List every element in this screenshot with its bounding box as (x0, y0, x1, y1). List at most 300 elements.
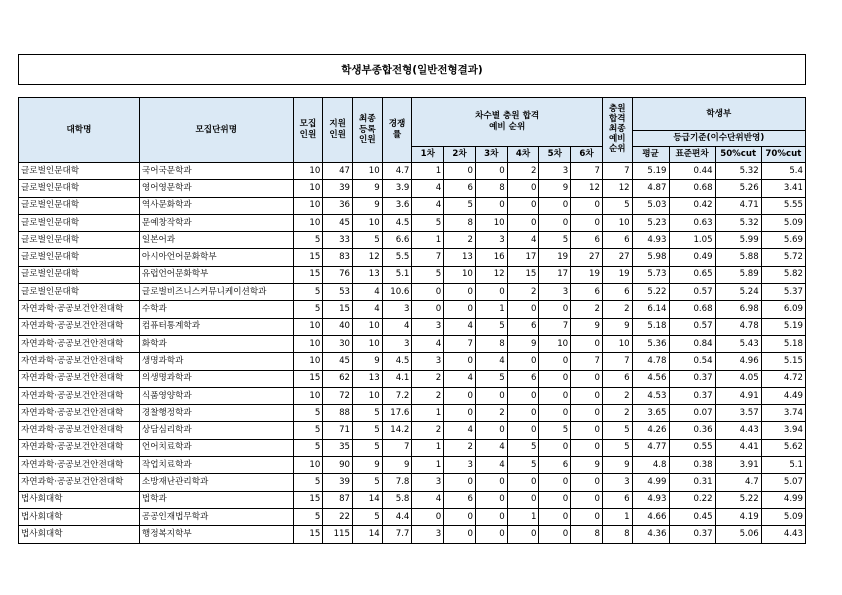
std-cell: 0.37 (669, 526, 715, 543)
college-cell: 글로벌인문대학 (19, 197, 140, 214)
round-4-cell: 0 (507, 422, 539, 439)
round-3-cell: 16 (475, 249, 507, 266)
unit-cell: 아시아언어문화학부 (139, 249, 293, 266)
std-cell: 0.49 (669, 249, 715, 266)
round-2-cell: 2 (444, 439, 476, 456)
unit-cell: 생명과학과 (139, 353, 293, 370)
cut50-cell: 5.88 (715, 249, 761, 266)
round-3-cell: 1 (475, 301, 507, 318)
round-1-cell: 3 (412, 318, 444, 335)
round-5-cell: 0 (539, 370, 571, 387)
final-wait-cell: 10 (602, 335, 632, 352)
college-cell: 자연과학·공공보건안전대학 (19, 422, 140, 439)
avg-cell: 5.98 (632, 249, 669, 266)
round-3-cell: 8 (475, 335, 507, 352)
table-row (19, 197, 806, 214)
table-row (19, 318, 806, 335)
cut50-cell: 5.26 (715, 180, 761, 197)
round-5-cell: 5 (539, 422, 571, 439)
ratio-cell: 14.2 (382, 422, 412, 439)
unit-cell: 유럽언어문화학부 (139, 266, 293, 283)
enrolled-cell: 10 (353, 387, 383, 404)
round-6-cell: 6 (571, 232, 603, 249)
enrolled-cell: 14 (353, 526, 383, 543)
unit-cell: 경찰행정학과 (139, 405, 293, 422)
quota-cell: 5 (293, 474, 323, 491)
applicants-cell: 39 (323, 474, 353, 491)
college-cell: 자연과학·공공보건안전대학 (19, 457, 140, 474)
final-wait-cell: 7 (602, 163, 632, 180)
applicants-cell: 87 (323, 491, 353, 508)
college-cell: 자연과학·공공보건안전대학 (19, 370, 140, 387)
round-5-cell: 0 (539, 508, 571, 525)
applicants-cell: 36 (323, 197, 353, 214)
unit-cell: 상담심리학과 (139, 422, 293, 439)
header-final-enrolled: 최종 등록 인원 (353, 98, 383, 163)
round-3-cell: 3 (475, 232, 507, 249)
std-cell: 0.37 (669, 387, 715, 404)
round-2-cell: 6 (444, 180, 476, 197)
table-row (19, 370, 806, 387)
round-5-cell: 0 (539, 474, 571, 491)
round-5-cell: 10 (539, 335, 571, 352)
table-row (19, 163, 806, 180)
round-4-cell: 5 (507, 439, 539, 456)
round-2-cell: 5 (444, 197, 476, 214)
round-1-cell: 2 (412, 422, 444, 439)
round-1-cell: 3 (412, 474, 444, 491)
header-final-wait: 충원 합격 최종 예비 순위 (602, 98, 632, 163)
unit-cell: 작업치료학과 (139, 457, 293, 474)
round-6-cell: 2 (571, 301, 603, 318)
round-2-cell: 0 (444, 526, 476, 543)
cut70-cell: 5.15 (761, 353, 805, 370)
enrolled-cell: 9 (353, 197, 383, 214)
ratio-cell: 4.5 (382, 214, 412, 231)
round-6-cell: 9 (571, 457, 603, 474)
unit-cell: 글로벌비즈니스커뮤니케이션학과 (139, 284, 293, 301)
avg-cell: 4.87 (632, 180, 669, 197)
cut70-cell: 5.37 (761, 284, 805, 301)
college-cell: 자연과학·공공보건안전대학 (19, 474, 140, 491)
ratio-cell: 7.7 (382, 526, 412, 543)
college-cell: 자연과학·공공보건안전대학 (19, 405, 140, 422)
table-row (19, 353, 806, 370)
round-6-cell: 0 (571, 387, 603, 404)
ratio-cell: 5.5 (382, 249, 412, 266)
admission-results-table (18, 97, 806, 544)
enrolled-cell: 10 (353, 214, 383, 231)
avg-cell: 6.14 (632, 301, 669, 318)
round-2-cell: 0 (444, 163, 476, 180)
final-wait-cell: 6 (602, 370, 632, 387)
round-1-cell: 1 (412, 405, 444, 422)
applicants-cell: 15 (323, 301, 353, 318)
cut50-cell: 5.89 (715, 266, 761, 283)
unit-cell: 식품영양학과 (139, 387, 293, 404)
cut70-cell: 5.09 (761, 508, 805, 525)
round-4-cell: 0 (507, 301, 539, 318)
round-5-cell: 0 (539, 491, 571, 508)
header-grade-group: 등급기준(이수단위반영) (632, 131, 805, 147)
document-title (18, 54, 806, 85)
applicants-cell: 76 (323, 266, 353, 283)
enrolled-cell: 12 (353, 249, 383, 266)
std-cell: 0.37 (669, 370, 715, 387)
enrolled-cell: 10 (353, 163, 383, 180)
round-3-cell: 0 (475, 526, 507, 543)
cut50-cell: 5.32 (715, 214, 761, 231)
cut50-cell: 4.43 (715, 422, 761, 439)
table-row (19, 232, 806, 249)
header-cut50: 50%cut (715, 147, 761, 163)
quota-cell: 15 (293, 249, 323, 266)
cut70-cell: 3.41 (761, 180, 805, 197)
std-cell: 1.05 (669, 232, 715, 249)
unit-cell: 언어치료학과 (139, 439, 293, 456)
round-2-cell: 3 (444, 457, 476, 474)
round-4-cell: 2 (507, 284, 539, 301)
final-wait-cell: 6 (602, 491, 632, 508)
std-cell: 0.68 (669, 301, 715, 318)
enrolled-cell: 4 (353, 301, 383, 318)
avg-cell: 4.78 (632, 353, 669, 370)
std-cell: 0.44 (669, 163, 715, 180)
round-1-cell: 3 (412, 526, 444, 543)
cut50-cell: 4.96 (715, 353, 761, 370)
round-1-cell: 4 (412, 180, 444, 197)
round-5-cell: 5 (539, 232, 571, 249)
table-row (19, 266, 806, 283)
college-cell: 자연과학·공공보건안전대학 (19, 387, 140, 404)
college-cell: 법사회대학 (19, 526, 140, 543)
applicants-cell: 39 (323, 180, 353, 197)
college-cell: 글로벌인문대학 (19, 232, 140, 249)
avg-cell: 4.93 (632, 491, 669, 508)
quota-cell: 5 (293, 508, 323, 525)
round-4-cell: 0 (507, 526, 539, 543)
table-row (19, 180, 806, 197)
final-wait-cell: 2 (602, 405, 632, 422)
round-3-cell: 4 (475, 353, 507, 370)
round-6-cell: 0 (571, 370, 603, 387)
round-6-cell: 8 (571, 526, 603, 543)
round-1-cell: 1 (412, 439, 444, 456)
quota-cell: 5 (293, 284, 323, 301)
cut50-cell: 5.06 (715, 526, 761, 543)
quota-cell: 15 (293, 370, 323, 387)
cut70-cell: 6.09 (761, 301, 805, 318)
round-6-cell: 0 (571, 335, 603, 352)
applicants-cell: 72 (323, 387, 353, 404)
round-1-cell: 2 (412, 387, 444, 404)
quota-cell: 10 (293, 457, 323, 474)
quota-cell: 10 (293, 335, 323, 352)
unit-cell: 소방재난관리학과 (139, 474, 293, 491)
college-cell: 법사회대학 (19, 491, 140, 508)
final-wait-cell: 7 (602, 353, 632, 370)
quota-cell: 10 (293, 318, 323, 335)
unit-cell: 화학과 (139, 335, 293, 352)
round-5-cell: 0 (539, 353, 571, 370)
round-2-cell: 0 (444, 474, 476, 491)
round-3-cell: 0 (475, 387, 507, 404)
round-2-cell: 10 (444, 266, 476, 283)
enrolled-cell: 5 (353, 405, 383, 422)
cut50-cell: 5.32 (715, 163, 761, 180)
enrolled-cell: 13 (353, 370, 383, 387)
ratio-cell: 5.1 (382, 266, 412, 283)
final-wait-cell: 9 (602, 318, 632, 335)
college-cell: 글로벌인문대학 (19, 163, 140, 180)
round-5-cell: 0 (539, 439, 571, 456)
table-row (19, 474, 806, 491)
enrolled-cell: 13 (353, 266, 383, 283)
round-2-cell: 6 (444, 491, 476, 508)
round-3-cell: 0 (475, 508, 507, 525)
round-6-cell: 0 (571, 214, 603, 231)
college-cell: 글로벌인문대학 (19, 249, 140, 266)
cut70-cell: 5.09 (761, 214, 805, 231)
ratio-cell: 3.6 (382, 197, 412, 214)
round-5-cell: 9 (539, 180, 571, 197)
std-cell: 0.57 (669, 318, 715, 335)
table-row (19, 457, 806, 474)
round-1-cell: 1 (412, 163, 444, 180)
cut70-cell: 3.94 (761, 422, 805, 439)
std-cell: 0.63 (669, 214, 715, 231)
applicants-cell: 62 (323, 370, 353, 387)
avg-cell: 5.03 (632, 197, 669, 214)
round-6-cell: 7 (571, 353, 603, 370)
round-2-cell: 4 (444, 370, 476, 387)
applicants-cell: 45 (323, 214, 353, 231)
std-cell: 0.38 (669, 457, 715, 474)
enrolled-cell: 5 (353, 508, 383, 525)
std-cell: 0.54 (669, 353, 715, 370)
cut50-cell: 3.57 (715, 405, 761, 422)
ratio-cell: 7.2 (382, 387, 412, 404)
final-wait-cell: 5 (602, 422, 632, 439)
round-4-cell: 4 (507, 232, 539, 249)
round-5-cell: 0 (539, 214, 571, 231)
unit-cell: 의생명과학과 (139, 370, 293, 387)
quota-cell: 15 (293, 491, 323, 508)
round-5-cell: 3 (539, 284, 571, 301)
applicants-cell: 71 (323, 422, 353, 439)
header-avg: 평균 (632, 147, 669, 163)
round-2-cell: 13 (444, 249, 476, 266)
round-6-cell: 6 (571, 284, 603, 301)
applicants-cell: 83 (323, 249, 353, 266)
final-wait-cell: 2 (602, 301, 632, 318)
round-2-cell: 4 (444, 318, 476, 335)
applicants-cell: 90 (323, 457, 353, 474)
table-row (19, 422, 806, 439)
applicants-cell: 115 (323, 526, 353, 543)
header-round-1: 1차 (412, 147, 444, 163)
round-2-cell: 0 (444, 353, 476, 370)
quota-cell: 15 (293, 526, 323, 543)
enrolled-cell: 14 (353, 491, 383, 508)
round-6-cell: 12 (571, 180, 603, 197)
avg-cell: 5.19 (632, 163, 669, 180)
ratio-cell: 9 (382, 457, 412, 474)
round-2-cell: 2 (444, 232, 476, 249)
header-std: 표준편차 (669, 147, 715, 163)
round-4-cell: 5 (507, 457, 539, 474)
unit-cell: 문예창작학과 (139, 214, 293, 231)
unit-cell: 역사문화학과 (139, 197, 293, 214)
round-1-cell: 4 (412, 491, 444, 508)
applicants-cell: 53 (323, 284, 353, 301)
header-round-6: 6차 (571, 147, 603, 163)
enrolled-cell: 9 (353, 180, 383, 197)
quota-cell: 5 (293, 301, 323, 318)
college-cell: 글로벌인문대학 (19, 266, 140, 283)
quota-cell: 5 (293, 439, 323, 456)
cut70-cell: 5.19 (761, 318, 805, 335)
cut70-cell: 5.69 (761, 232, 805, 249)
ratio-cell: 4.7 (382, 163, 412, 180)
round-2-cell: 0 (444, 508, 476, 525)
avg-cell: 4.8 (632, 457, 669, 474)
enrolled-cell: 4 (353, 284, 383, 301)
header-wait-group: 차수별 충원 합격 예비 순위 (412, 98, 603, 147)
std-cell: 0.07 (669, 405, 715, 422)
table-row (19, 249, 806, 266)
round-1-cell: 4 (412, 197, 444, 214)
std-cell: 0.31 (669, 474, 715, 491)
round-5-cell: 0 (539, 405, 571, 422)
cut70-cell: 5.82 (761, 266, 805, 283)
college-cell: 자연과학·공공보건안전대학 (19, 318, 140, 335)
round-1-cell: 4 (412, 335, 444, 352)
table-body (19, 163, 806, 544)
std-cell: 0.42 (669, 197, 715, 214)
college-cell: 글로벌인문대학 (19, 214, 140, 231)
ratio-cell: 3 (382, 301, 412, 318)
cut50-cell: 4.19 (715, 508, 761, 525)
header-competition: 경쟁 률 (382, 98, 412, 163)
table-row (19, 284, 806, 301)
final-wait-cell: 27 (602, 249, 632, 266)
cut50-cell: 4.78 (715, 318, 761, 335)
cut50-cell: 4.71 (715, 197, 761, 214)
round-4-cell: 0 (507, 491, 539, 508)
round-3-cell: 0 (475, 163, 507, 180)
table-row (19, 405, 806, 422)
title-text: 학생부종합전형(일반전형결과) (341, 64, 483, 76)
avg-cell: 3.65 (632, 405, 669, 422)
cut70-cell: 5.62 (761, 439, 805, 456)
round-4-cell: 15 (507, 266, 539, 283)
college-cell: 글로벌인문대학 (19, 284, 140, 301)
final-wait-cell: 5 (602, 439, 632, 456)
round-3-cell: 2 (475, 405, 507, 422)
round-4-cell: 17 (507, 249, 539, 266)
quota-cell: 5 (293, 232, 323, 249)
applicants-cell: 47 (323, 163, 353, 180)
ratio-cell: 10.6 (382, 284, 412, 301)
round-4-cell: 0 (507, 197, 539, 214)
round-1-cell: 5 (412, 214, 444, 231)
cut50-cell: 4.41 (715, 439, 761, 456)
round-2-cell: 0 (444, 284, 476, 301)
ratio-cell: 6.6 (382, 232, 412, 249)
cut50-cell: 6.98 (715, 301, 761, 318)
round-5-cell: 0 (539, 197, 571, 214)
final-wait-cell: 8 (602, 526, 632, 543)
avg-cell: 5.36 (632, 335, 669, 352)
cut50-cell: 5.24 (715, 284, 761, 301)
round-1-cell: 7 (412, 249, 444, 266)
round-2-cell: 0 (444, 405, 476, 422)
round-3-cell: 0 (475, 284, 507, 301)
avg-cell: 5.73 (632, 266, 669, 283)
quota-cell: 15 (293, 266, 323, 283)
round-2-cell: 0 (444, 301, 476, 318)
header-quota: 모집 인원 (293, 98, 323, 163)
round-2-cell: 7 (444, 335, 476, 352)
enrolled-cell: 10 (353, 335, 383, 352)
cut70-cell: 4.43 (761, 526, 805, 543)
unit-cell: 법학과 (139, 491, 293, 508)
table-row (19, 491, 806, 508)
quota-cell: 10 (293, 197, 323, 214)
round-5-cell: 0 (539, 301, 571, 318)
round-4-cell: 0 (507, 180, 539, 197)
cut70-cell: 5.18 (761, 335, 805, 352)
round-4-cell: 0 (507, 387, 539, 404)
round-1-cell: 3 (412, 353, 444, 370)
round-2-cell: 4 (444, 422, 476, 439)
cut70-cell: 3.74 (761, 405, 805, 422)
round-6-cell: 0 (571, 491, 603, 508)
enrolled-cell: 5 (353, 422, 383, 439)
round-6-cell: 0 (571, 197, 603, 214)
cut50-cell: 4.05 (715, 370, 761, 387)
applicants-cell: 33 (323, 232, 353, 249)
cut70-cell: 5.1 (761, 457, 805, 474)
round-1-cell: 0 (412, 284, 444, 301)
avg-cell: 4.77 (632, 439, 669, 456)
round-6-cell: 0 (571, 439, 603, 456)
round-4-cell: 0 (507, 405, 539, 422)
round-2-cell: 0 (444, 387, 476, 404)
enrolled-cell: 5 (353, 474, 383, 491)
round-6-cell: 7 (571, 163, 603, 180)
round-5-cell: 7 (539, 318, 571, 335)
std-cell: 0.57 (669, 284, 715, 301)
round-3-cell: 0 (475, 474, 507, 491)
ratio-cell: 4 (382, 318, 412, 335)
round-3-cell: 5 (475, 370, 507, 387)
round-5-cell: 19 (539, 249, 571, 266)
round-1-cell: 0 (412, 508, 444, 525)
ratio-cell: 17.6 (382, 405, 412, 422)
applicants-cell: 45 (323, 353, 353, 370)
final-wait-cell: 5 (602, 197, 632, 214)
ratio-cell: 4.1 (382, 370, 412, 387)
final-wait-cell: 10 (602, 214, 632, 231)
std-cell: 0.55 (669, 439, 715, 456)
round-4-cell: 0 (507, 353, 539, 370)
header-college: 대학명 (19, 98, 140, 163)
quota-cell: 10 (293, 214, 323, 231)
ratio-cell: 4.5 (382, 353, 412, 370)
header-round-2: 2차 (444, 147, 476, 163)
